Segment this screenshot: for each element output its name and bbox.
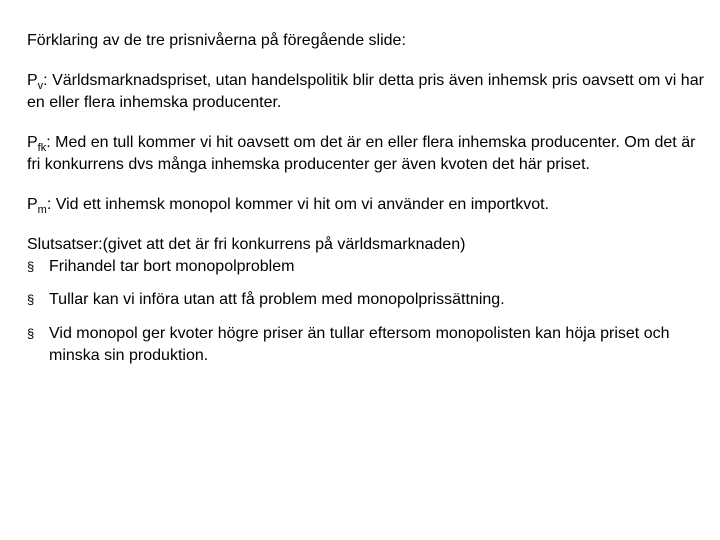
definition-pv-symbol: P bbox=[27, 72, 38, 89]
slide-content bbox=[27, 30, 707, 367]
list-item bbox=[27, 323, 707, 367]
intro-text: Förklaring av de tre prisnivåerna på föregående slide: bbox=[27, 32, 406, 49]
definition-pm-text: : Vid ett inhemsk monopol kommer vi hit om vi använder en importkvot. bbox=[46, 196, 549, 213]
definition-pfk-symbol: P bbox=[27, 134, 38, 151]
definition-pm-symbol: P bbox=[27, 196, 38, 213]
definition-pv-text: : Världsmarknadspriset, utan handelspolitik blir detta pris även inhemsk pris oavsett om vi har en eller flera inhemska producenter. bbox=[27, 72, 704, 111]
conclusions-list bbox=[27, 256, 707, 367]
definition-pm bbox=[27, 194, 707, 216]
definition-pv bbox=[27, 70, 707, 114]
bullet-marker-icon: § bbox=[27, 292, 35, 307]
bullet-marker-icon: § bbox=[27, 326, 35, 341]
list-item-text: Frihandel tar bort monopolproblem bbox=[49, 258, 295, 275]
definition-pfk-subscript: fk bbox=[37, 142, 47, 154]
definition-pfk-text: : Med en tull kommer vi hit oavsett om det är en eller flera inhemska producenter. Om det är fri konkurrens dvs många inhemska producenter ger även kvoten det här priset. bbox=[27, 134, 696, 173]
definition-pm-subscript: m bbox=[37, 204, 47, 216]
list-item-text: Tullar kan vi införa utan att få problem med monopolprissättning. bbox=[49, 291, 505, 308]
list-item bbox=[27, 289, 707, 311]
list-item-text: Vid monopol ger kvoter högre priser än tullar eftersom monopolisten kan höja priset och minska sin produktion. bbox=[49, 325, 670, 364]
definition-pfk bbox=[27, 132, 707, 176]
definition-pv-subscript: v bbox=[37, 80, 44, 92]
list-item bbox=[27, 256, 707, 278]
bullet-marker-icon: § bbox=[27, 259, 35, 274]
conclusions-heading: Slutsatser:(givet att det är fri konkurrens på världsmarknaden) bbox=[27, 236, 466, 253]
